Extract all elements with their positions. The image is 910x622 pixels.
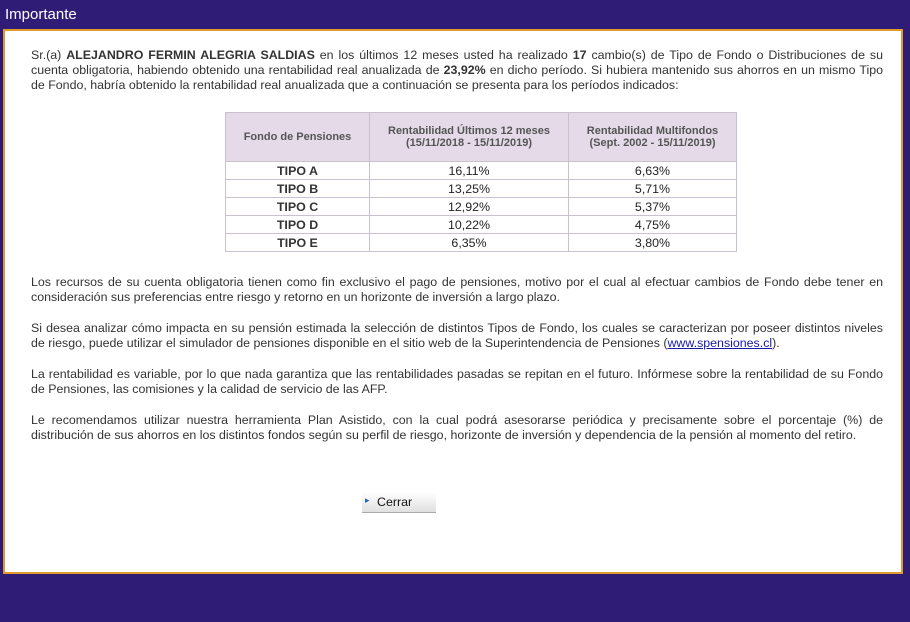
modal-content [3, 29, 903, 574]
rent-multi-cell: 5,71% [569, 180, 737, 198]
table-row [226, 180, 737, 198]
table-row [226, 162, 737, 180]
paragraph-plan-asistido: Le recomendamos utilizar nuestra herramienta Plan Asistido, con la cual podrá asesorarse periódica y precisamente sobre el porcentaje (%) de distribución de sus ahorros en los distintos fondos según su perfil de riesgo, horizonte de inversión y dependencia de la pensión al momento del retiro. [31, 413, 883, 442]
header-rent-12m: Rentabilidad Últimos 12 meses (15/11/2018 - 15/11/2019) [370, 113, 569, 162]
cerrar-label: Cerrar [377, 495, 413, 509]
table-row [226, 216, 737, 234]
table-row [226, 234, 737, 252]
table-row [226, 198, 737, 216]
intro-text-3: en dicho período. Si hubiera mantenido sus ahorros en un mismo Tipo de Fondo, habría obtenido la rentabilidad real anualizada que a continuación se presenta para los períodos indicados: [31, 63, 884, 92]
rent-12m-cell: 13,25% [370, 180, 569, 198]
paragraph-simulador [31, 321, 883, 351]
intro-text-2: cambio(s) de Tipo de Fondo o Distribuciones de su cuenta obligatoria, habiendo obtenido una rentabilidad real anualizada de [31, 48, 883, 77]
fondo-cell: TIPO C [226, 198, 370, 216]
rent-12m-cell: 12,92% [370, 198, 569, 216]
intro-text-1: en los últimos 12 meses usted ha realizado [314, 48, 573, 62]
header-fondo: Fondo de Pensiones [226, 113, 370, 162]
paragraph-recursos: Los recursos de su cuenta obligatoria tienen como fin exclusivo el pago de pensiones, motivo por el cual al efectuar cambios de Fondo debe tener en consideración sus preferencias entre riesgo y retorno en un horizonte de inversión a largo plazo. [31, 275, 883, 304]
annualized-rate: 23,92% [443, 63, 486, 77]
fondo-cell: TIPO A [226, 162, 370, 180]
modal-footer-bar [3, 577, 907, 619]
rent-12m-cell: 6,35% [370, 234, 569, 252]
rent-12m-cell: 16,11% [370, 162, 569, 180]
rent-multi-cell: 4,75% [569, 216, 737, 234]
affiliate-name: ALEJANDRO FERMIN ALEGRIA SALDIAS [66, 48, 315, 62]
table-header-row [226, 113, 737, 162]
rent-multi-cell: 6,63% [569, 162, 737, 180]
modal-titlebar [0, 0, 910, 30]
arrow-right-icon: ▸ [365, 495, 370, 505]
modal-title: Importante [5, 6, 77, 23]
simulador-text: Si desea analizar cómo impacta en su pensión estimada la selección de distintos Tipos de Fondo, los cuales se caracterizan por poseer distintos niveles de riesgo, puede utilizar el simulador de pensiones disponible en el sitio web de la Superintendencia de Pensiones ( [31, 321, 883, 350]
rent-12m-cell: 10,22% [370, 216, 569, 234]
paragraph-rentabilidad: La rentabilidad es variable, por lo que nada garantiza que las rentabilidades pasadas se repitan en el futuro. Infórmese sobre la rentabilidad de su Fondo de Pensiones, las comisiones y la calidad de servicio de las AFP. [31, 367, 883, 396]
header-rent-multifondos: Rentabilidad Multifondos (Sept. 2002 - 15/11/2019) [569, 113, 737, 162]
rent-multi-cell: 5,37% [569, 198, 737, 216]
spensiones-link[interactable]: www.spensiones.cl [667, 336, 773, 350]
fondo-cell: TIPO B [226, 180, 370, 198]
simulador-text-end: ). [772, 336, 780, 350]
returns-table [225, 112, 737, 252]
cerrar-button[interactable] [362, 492, 436, 513]
fondo-cell: TIPO E [226, 234, 370, 252]
intro-paragraph [31, 48, 883, 93]
change-count: 17 [572, 48, 587, 62]
rent-multi-cell: 3,80% [569, 234, 737, 252]
fondo-cell: TIPO D [226, 216, 370, 234]
intro-prefix: Sr.(a) [31, 48, 67, 62]
